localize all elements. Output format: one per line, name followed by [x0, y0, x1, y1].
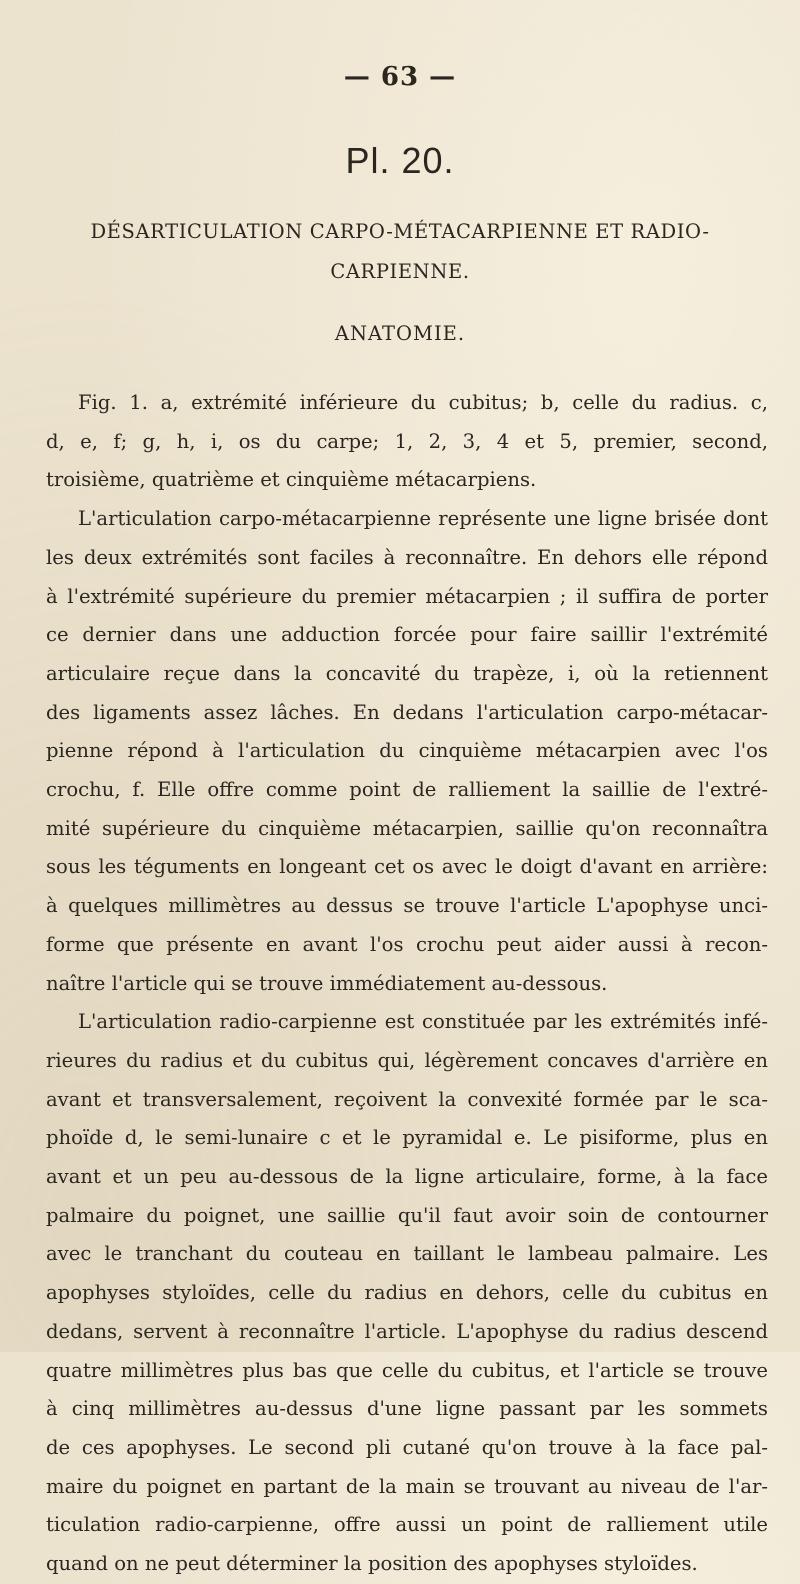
- chapter-title: [40, 212, 760, 292]
- text-line: ce dernier dans une adduction forcée pour faire saillir l'extrémité: [46, 623, 768, 647]
- section-heading: ANATOMIE.: [334, 322, 466, 345]
- text-line: les deux extrémités sont faciles à reconnaître. En dehors elle répond: [46, 545, 768, 569]
- text-line: avant et un peu au-dessous de la ligne articulaire, forme, à la face: [46, 1165, 768, 1189]
- text-line: de ces apophyses. Le second pli cutané qu'on trouve à la face pal-: [46, 1435, 768, 1459]
- text-line: pienne répond à l'articulation du cinquième métacarpien avec l'os: [46, 739, 768, 763]
- text-line: apophyses styloïdes, celle du radius en dehors, celle du cubitus en: [46, 1281, 768, 1305]
- text-line: des ligaments assez lâches. En dedans l'articulation carpo-métacar-: [46, 700, 768, 724]
- text-line: crochu, f. Elle offre comme point de ralliement la saillie de l'extré-: [46, 778, 768, 802]
- text-line: naître l'article qui se trouve immédiatement au-dessous.: [46, 971, 608, 995]
- plate-heading: Pl. 20.: [345, 140, 455, 181]
- text-line: palmaire du poignet, une saillie qu'il faut avoir soin de contourner: [46, 1203, 768, 1227]
- text-line: à l'extrémité supérieure du premier métacarpien ; il suffira de porter: [46, 584, 768, 608]
- text-line: mité supérieure du cinquième métacarpien, saillie qu'on reconnaîtra: [46, 816, 768, 840]
- chapter-title-line-2: CARPIENNE.: [330, 260, 470, 283]
- text-line: ticulation radio-carpienne, offre aussi un point de ralliement utile: [46, 1513, 768, 1537]
- page-number: — 63 —: [343, 62, 457, 92]
- chapter-title-line-1: DÉSARTICULATION CARPO-MÉTACARPIENNE ET RADIO-: [90, 220, 710, 243]
- paragraph-carpo-metacarpal: [46, 500, 768, 1003]
- text-line: forme que présente en avant l'os crochu peut aider aussi à recon-: [46, 932, 768, 956]
- paragraph-radio-carpal: [46, 1003, 768, 1584]
- text-line: dedans, servent à reconnaître l'article. L'apophyse du radius descend: [46, 1319, 768, 1343]
- text-line: à cinq millimètres au-dessus d'une ligne passant par les sommets: [46, 1397, 768, 1421]
- text-line: L'articulation radio-carpienne est constituée par les extrémités infé-: [78, 1010, 768, 1034]
- text-line: rieures du radius et du cubitus qui, légèrement concaves d'arrière en: [46, 1048, 768, 1072]
- text-line: L'articulation carpo-métacarpienne représente une ligne brisée dont: [78, 507, 768, 531]
- paragraph-figure-legend: [46, 384, 768, 500]
- text-line: troisième, quatrième et cinquième métacarpiens.: [46, 468, 537, 492]
- text-line: Fig. 1. a, extrémité inférieure du cubitus; b, celle du radius. c,: [78, 391, 768, 414]
- text-line: à quelques millimètres au dessus se trouve l'article L'apophyse unci-: [46, 894, 768, 918]
- body-text: [46, 384, 768, 1584]
- text-line: maire du poignet en partant de la main se trouvant au niveau de l'ar-: [46, 1474, 768, 1498]
- text-line: quatre millimètres plus bas que celle du cubitus, et l'article se trouve: [46, 1358, 768, 1382]
- text-line: avec le tranchant du couteau en taillant le lambeau palmaire. Les: [46, 1242, 768, 1266]
- text-line: phoïde d, le semi-lunaire c et le pyramidal e. Le pisiforme, plus en: [46, 1126, 768, 1150]
- text-line: sous les téguments en longeant cet os avec le doigt d'avant en arrière:: [46, 855, 768, 879]
- text-line: avant et transversalement, reçoivent la convexité formée par le sca-: [46, 1087, 768, 1111]
- text-line: quand on ne peut déterminer la position des apophyses styloïdes.: [46, 1552, 698, 1576]
- text-line: articulaire reçue dans la concavité du trapèze, i, où la retiennent: [46, 661, 768, 685]
- text-line: d, e, f; g, h, i, os du carpe; 1, 2, 3, 4 et 5, premier, second,: [46, 429, 768, 453]
